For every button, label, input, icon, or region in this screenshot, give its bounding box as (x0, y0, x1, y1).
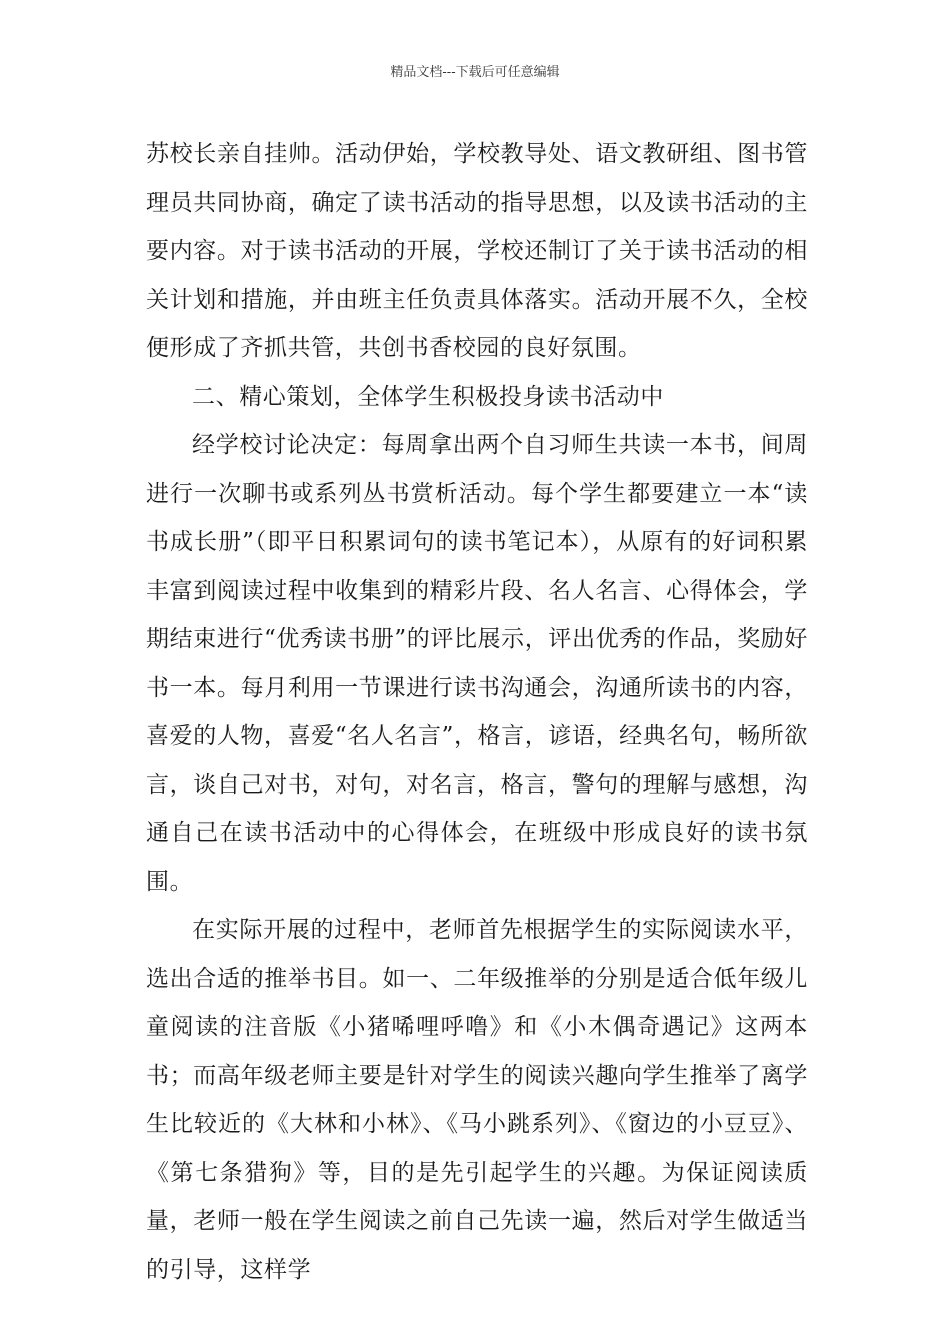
section-heading: 二、精心策划，全体学生积极投身读书活动中 (192, 383, 664, 410)
page-header: 精品文档---下载后可任意编辑 (390, 65, 560, 80)
paragraph-book-recommendations: 在实际开展的过程中，老师首先根据学生的实际阅读水平，选出合适的推举书目。如一、二年级推举的分别是适合低年级儿童阅读的注音版《小猪唏哩呼噜》和《小木偶奇遇记》这两本书；而高年级老师主要是针对学生的阅读兴趣向学生推举了离学生比较近的《大林和小林》、《马小跳系列》、《窗边的小豆豆》、《第七条猎狗》等，目的是先引起学生的兴趣。为保证阅读质量，老师一般在学生阅读之前自己先读一遍，然后对学生做适当的引导，这样学 (146, 917, 808, 1283)
paragraph-reading-plan: 经学校讨论决定：每周拿出两个自习师生共读一本书，间周进行一次聊书或系列丛书赏析活动。每个学生都要建立一本“读书成长册”（即平日积累词句的读书笔记本），从原有的好词积累丰富到阅读过程中收集到的精彩片段、名人名言、心得体会，学期结束进行“优秀读书册”的评比展示，评出优秀的作品，奖励好书一本。每月利用一节课进行读书沟通会，沟通所读书的内容，喜爱的人物，喜爱“名人名言”，格言，谚语，经典名句，畅所欲言，谈自己对书，对句，对名言，格言，警句的理解与感想，沟通自己在读书活动中的心得体会，在班级中形成良好的读书氛围。 (146, 432, 808, 895)
paragraph-continuation: 苏校长亲自挂帅。活动伊始，学校教导处、语文教研组、图书管理员共同协商，确定了读书活动的指导思想，以及读书活动的主要内容。对于读书活动的开展，学校还制订了关于读书活动的相关计划和措施，并由班主任负责具体落实。活动开展不久，全校便形成了齐抓共管，共创书香校园的良好氛围。 (146, 141, 808, 361)
document-body (146, 130, 808, 1294)
